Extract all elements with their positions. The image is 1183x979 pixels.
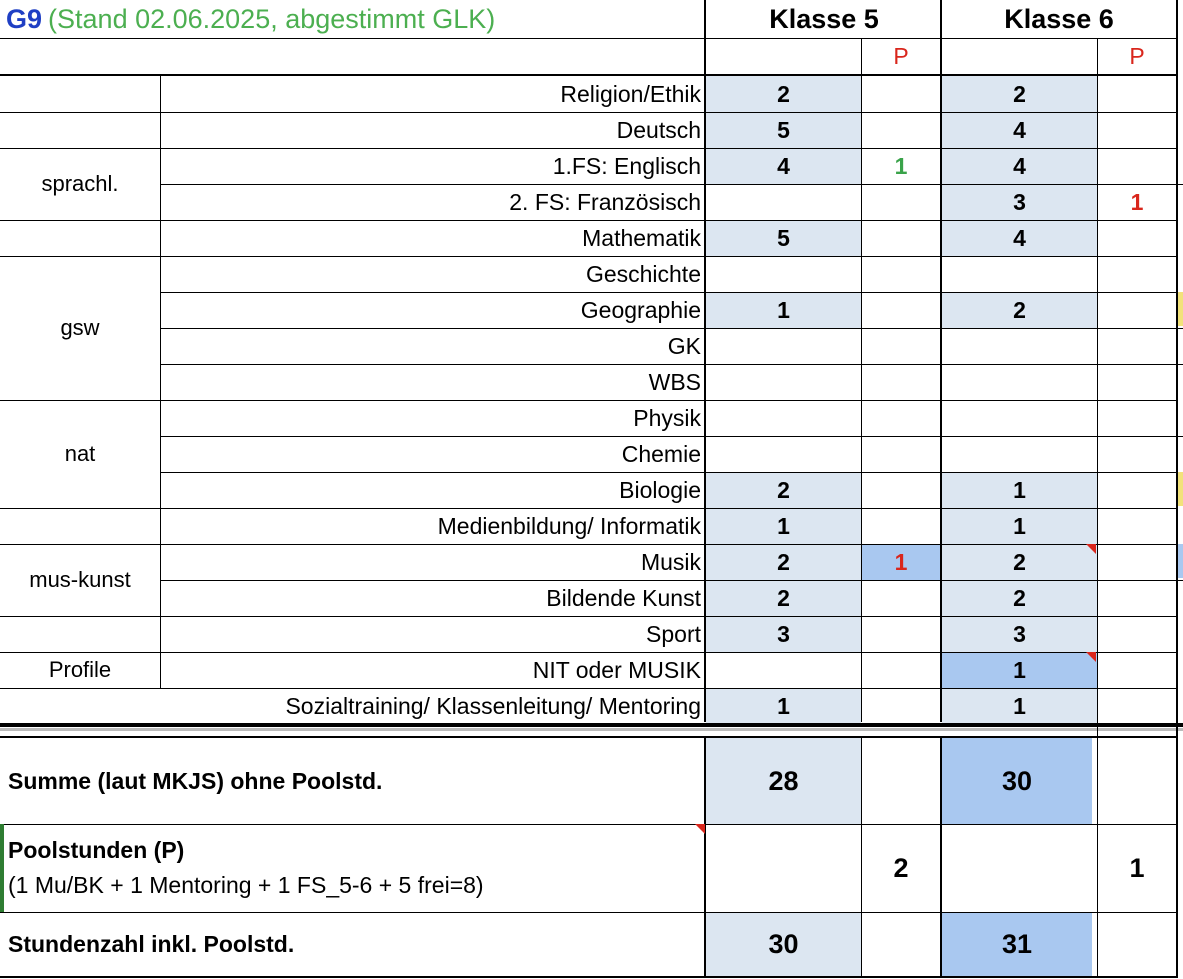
grid-line	[160, 436, 1183, 437]
klasse6-value	[942, 256, 1097, 292]
klasse6-pool-value	[1098, 364, 1176, 400]
pool-p5: 2	[893, 852, 909, 883]
grid-line	[0, 824, 1176, 825]
klasse5-pool-value	[862, 292, 940, 328]
klasse5-value: 2	[706, 544, 861, 580]
klasse5-pool-value: 1	[862, 544, 940, 580]
klasse6-value: 1	[942, 688, 1097, 724]
klasse6-pool-value	[1098, 544, 1176, 580]
klasse6-value: 2	[942, 292, 1097, 328]
grid-line	[0, 616, 1176, 617]
grid-line	[940, 0, 942, 722]
klasse6-pool-value	[1098, 292, 1176, 328]
klasse6-value: 2	[942, 76, 1097, 112]
grid-line	[861, 38, 862, 722]
grid-line	[160, 364, 1183, 365]
grid-line	[0, 256, 1176, 257]
group-gsw: gsw	[60, 315, 100, 340]
group-muskunst: mus-kunst	[29, 567, 131, 592]
subject-label: Medienbildung/ Informatik	[437, 512, 701, 539]
klasse5-pool-value	[862, 472, 940, 508]
subject-label: Sozialtraining/ Klassenleitung/ Mentoring	[285, 692, 701, 719]
klasse6-value: 4	[942, 220, 1097, 256]
grid-line	[160, 580, 1183, 581]
subject-label: GK	[667, 332, 701, 359]
klasse6-pool-value	[1098, 76, 1176, 112]
subject-label: Geschichte	[585, 260, 701, 287]
klasse5-value	[706, 436, 861, 472]
klasse6-value: 2	[942, 580, 1097, 616]
grid-line	[0, 38, 1176, 39]
grid-line	[160, 292, 1183, 293]
klasse5-pool-value	[862, 76, 940, 112]
grid-line	[0, 508, 1176, 509]
grid-line	[0, 912, 1176, 913]
sheet-title	[0, 0, 705, 38]
klasse5-pool-value	[862, 328, 940, 364]
klasse6-pool-value	[1098, 472, 1176, 508]
g9-label: G9	[6, 3, 43, 34]
subject-label: Chemie	[621, 440, 701, 467]
klasse5-value: 2	[706, 76, 861, 112]
klasse6-pool-value	[1098, 652, 1176, 688]
klasse6-pool-value	[1098, 508, 1176, 544]
subject-label: WBS	[648, 368, 701, 395]
group-profile: Profile	[48, 657, 112, 682]
klasse5-pool-value	[862, 400, 940, 436]
grid-line	[0, 652, 1176, 653]
klasse5-value: 2	[706, 472, 861, 508]
klasse5-pool-value	[862, 220, 940, 256]
klasse5-pool-value	[862, 364, 940, 400]
klasse5-pool-value	[862, 256, 940, 292]
grid-line	[704, 738, 706, 978]
klasse5-value	[706, 400, 861, 436]
klasse5-value	[706, 652, 861, 688]
klasse6-value	[942, 364, 1097, 400]
klasse5-pool-value: 1	[894, 152, 908, 179]
klasse6-pool-value	[1098, 688, 1176, 724]
grid-line	[0, 148, 1176, 149]
comment-marker	[1086, 652, 1096, 662]
klasse5-pool-value	[862, 580, 940, 616]
grid-line	[160, 76, 161, 688]
klasse6-pool-value	[1098, 616, 1176, 652]
klasse5-value: 4	[706, 148, 861, 184]
klasse5-value	[706, 256, 861, 292]
klasse6-value: 3	[942, 616, 1097, 652]
subject-label: Religion/Ethik	[560, 80, 701, 107]
subject-label: NIT oder MUSIK	[532, 656, 701, 683]
grid-line	[0, 976, 1176, 978]
klasse5-pool-value	[862, 436, 940, 472]
summe-k6: 30	[942, 738, 1092, 824]
klasse6-pool-value	[1098, 256, 1176, 292]
grid-line	[160, 328, 1183, 329]
klasse6-pool-value	[1098, 400, 1176, 436]
klasse5-value: 1	[706, 688, 861, 724]
grid-line	[160, 184, 1183, 185]
group-nat: nat	[64, 441, 96, 466]
edge-sliver	[1178, 544, 1183, 578]
subject-label: Geographie	[580, 296, 701, 323]
klasse6-value: 4	[942, 112, 1097, 148]
klasse5-value: 5	[706, 112, 861, 148]
grid-line	[0, 723, 1183, 727]
klasse6-pool-value: 1	[1130, 188, 1144, 215]
klasse5-value	[706, 328, 861, 364]
klasse6-pool-value	[1098, 148, 1176, 184]
total-label: Stundenzahl inkl. Poolstd.	[8, 930, 295, 957]
klasse6-pool-value	[1098, 220, 1176, 256]
klasse6-value: 3	[942, 184, 1097, 220]
subject-label: Deutsch	[616, 116, 701, 143]
klasse6-value	[942, 436, 1097, 472]
pool-p6: 1	[1129, 852, 1145, 883]
grid-line	[0, 220, 1176, 221]
klasse5-pool-value	[862, 688, 940, 724]
group-sprachl: sprachl.	[41, 171, 119, 196]
klasse6-value: 2	[942, 544, 1097, 580]
klasse6-value: 1	[942, 472, 1097, 508]
pool-label: Poolstunden (P)	[8, 837, 185, 863]
grid-line	[160, 472, 1183, 473]
grid-line	[1097, 38, 1098, 978]
klasse5-pool-value	[862, 652, 940, 688]
grid-line	[940, 738, 942, 978]
klasse6-value	[942, 328, 1097, 364]
klasse5-pool-value	[862, 616, 940, 652]
edge-sliver	[1178, 472, 1183, 506]
grid-line	[0, 736, 1176, 738]
grid-line	[0, 728, 1183, 731]
stand-label: (Stand 02.06.2025, abgestimmt GLK)	[48, 3, 496, 34]
klasse6-pool-value	[1098, 580, 1176, 616]
subject-label: Biologie	[619, 476, 701, 503]
grid-line	[0, 74, 1176, 76]
klasse5-value: 2	[706, 580, 861, 616]
p-header-k5: P	[893, 42, 909, 69]
klasse6-value: 1	[942, 652, 1097, 688]
subject-label: Physik	[633, 404, 701, 431]
comment-marker	[695, 824, 705, 834]
left-green-edge	[0, 824, 4, 912]
subject-label: 1.FS: Englisch	[552, 152, 701, 179]
grid-line	[0, 544, 1176, 545]
klasse6-value	[942, 400, 1097, 436]
subject-label: 2. FS: Französisch	[509, 188, 701, 215]
pool-label-block	[0, 824, 705, 912]
grid-line	[704, 0, 706, 722]
grid-line	[0, 112, 1176, 113]
klasse5-pool-value	[862, 184, 940, 220]
total-k6: 31	[942, 912, 1092, 976]
klasse5-pool-value	[862, 508, 940, 544]
klasse5-value: 3	[706, 616, 861, 652]
subject-label: Mathematik	[582, 224, 701, 251]
klasse5-value: 1	[706, 292, 861, 328]
summe-k5: 28	[706, 738, 861, 824]
comment-marker	[1086, 544, 1096, 554]
klasse6-value: 4	[942, 148, 1097, 184]
klasse5-pool-value	[862, 112, 940, 148]
grid-line	[861, 738, 862, 978]
subject-label: Musik	[640, 548, 701, 575]
klasse6-value: 1	[942, 508, 1097, 544]
klasse5-value	[706, 364, 861, 400]
klasse5-value	[706, 184, 861, 220]
klasse6-pool-value	[1098, 328, 1176, 364]
edge-sliver	[1178, 292, 1183, 326]
klasse6-pool-value	[1098, 436, 1176, 472]
klasse5-value: 5	[706, 220, 861, 256]
p-header-k6: P	[1129, 42, 1145, 69]
klasse5-header: Klasse 5	[769, 3, 879, 34]
klasse6-pool-value	[1098, 112, 1176, 148]
grid-line	[0, 688, 1176, 689]
total-k5: 30	[706, 912, 861, 976]
subject-label: Bildende Kunst	[546, 584, 701, 611]
grid-line	[0, 400, 1176, 401]
summe-label: Summe (laut MKJS) ohne Poolstd.	[8, 767, 383, 794]
pool-detail: (1 Mu/BK + 1 Mentoring + 1 FS_5-6 + 5 frei=8)	[8, 872, 484, 898]
klasse6-header: Klasse 6	[1004, 3, 1114, 34]
subject-label: Sport	[646, 620, 701, 647]
klasse5-value: 1	[706, 508, 861, 544]
